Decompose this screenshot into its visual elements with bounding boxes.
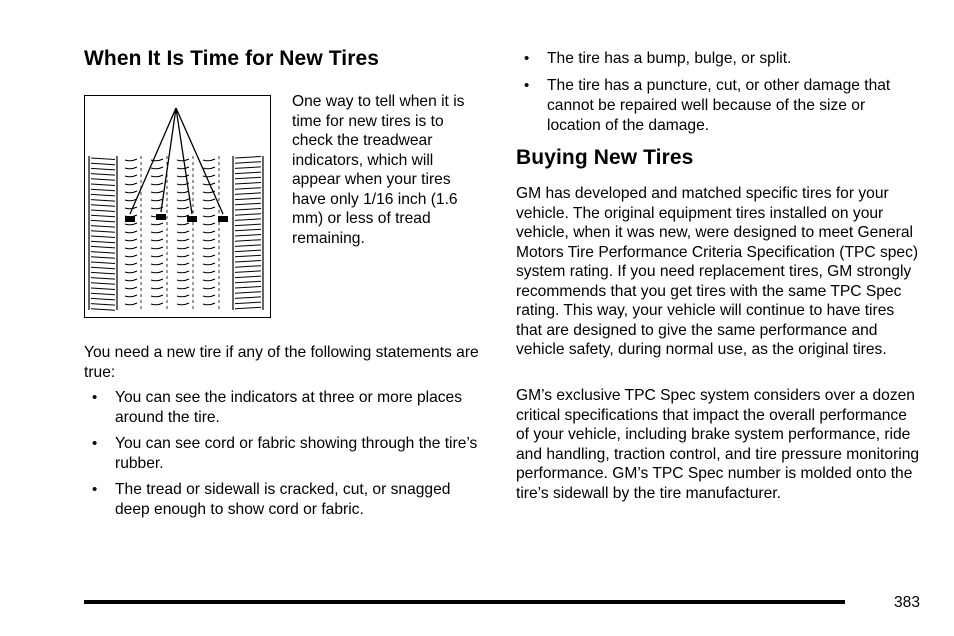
tread-sipe [151,231,163,233]
tread-rib [235,250,261,252]
tread-sipe [203,255,215,257]
tread-sipe [177,271,189,273]
tread-rib [91,184,115,186]
tread-sipe [177,223,189,225]
tread-sipe [125,175,137,177]
tread-rib [235,245,261,247]
figure-caption: One way to tell when it is time for new tires is to check the treadwear indicators, which will appear when your tires have only 1/16 inch (1.6 mm) or less of tread remaining. [292,93,465,247]
tread-rib [91,267,115,269]
tread-sipe [203,199,215,201]
section-heading-buying-tires: Buying New Tires [516,146,694,169]
page-number: 383 [893,594,920,611]
tread-sipe [151,167,163,169]
tread-rib [235,167,261,169]
tread-sipe [203,247,215,249]
tread-rib [91,231,115,233]
tread-sipe [177,231,189,233]
tire-tread-drawing [85,96,269,316]
tread-rib [235,177,261,179]
list-item: • You can see the indicators at three or more places around the tire. [84,388,484,428]
tread-rib [91,288,115,290]
tread-sipe [125,207,137,209]
tread-sipe [203,207,215,209]
new-tire-intro: You need a new tire if any of the following statements are true: [84,344,479,381]
tread-rib [235,214,261,216]
tread-rib [91,163,115,165]
tread-sipe [177,159,189,161]
tread-sipe [151,263,163,265]
tread-rib [235,261,261,263]
tread-sipe [177,239,189,241]
tread-sipe [125,271,137,273]
tread-sipe [151,303,163,305]
tread-rib [235,229,261,231]
tread-sipe [203,215,215,217]
tread-rib [235,183,261,185]
tread-rib [235,203,261,205]
tread-sipe [177,199,189,201]
tread-sipe [125,255,137,257]
tread-sipe [177,279,189,281]
tread-rib [91,189,115,191]
tread-rib [91,298,115,300]
tread-sipe [125,191,137,193]
tread-sipe [203,175,215,177]
tread-rib [91,194,115,196]
tread-sipe [125,239,137,241]
tread-rib [91,179,115,181]
tread-rib [235,302,261,304]
tread-rib [235,188,261,190]
tread-sipe [203,167,215,169]
tread-sipe [203,303,215,305]
tread-rib [235,276,261,278]
tread-rib [235,281,261,283]
tread-rib [91,158,115,160]
tread-sipe [125,167,137,169]
tread-rib [235,193,261,195]
tread-rib [91,252,115,254]
tread-rib [235,266,261,268]
buying-tires-paragraph: GM has developed and matched specific tires for your vehicle. The original equipment tires installed on your vehicle, when it was new, were designed to meet General Motors Tire Performance Criteria Specification (TPC spec) system rating. If you need replacement tires, GM strongly recommends that you get tires with the same TPC Spec rating. This way, your vehicle will continue to have tires that are designed to give the same performance and vehicle safety, during normal use, as the original tires. [516,185,919,358]
tread-sipe [125,183,137,185]
tread-rib [235,224,261,226]
tread-rib [91,220,115,222]
tread-sipe [125,287,137,289]
tread-sipe [203,295,215,297]
tread-rib [91,309,115,311]
tread-rib [235,172,261,174]
tread-sipe [177,287,189,289]
tread-rib [91,200,115,202]
tread-rib [235,219,261,221]
tread-sipe [151,183,163,185]
indicator-arrow [176,108,192,214]
tread-rib [91,205,115,207]
tread-rib [235,240,261,242]
indicator-arrow [130,108,176,214]
tread-rib [235,287,261,289]
tread-sipe [151,223,163,225]
tread-sipe [151,287,163,289]
tread-rib [91,226,115,228]
tread-rib [91,293,115,295]
wear-indicator-bar [156,214,166,220]
tread-rib [235,209,261,211]
tread-rib [91,278,115,280]
treadwear-indicator-illustration [84,95,271,318]
tread-sipe [125,231,137,233]
tread-sipe [125,159,137,161]
tread-sipe [203,287,215,289]
tread-sipe [125,303,137,305]
tread-sipe [151,279,163,281]
list-item: • The tread or sidewall is cracked, cut, or snagged deep enough to show cord or fabric. [84,480,484,520]
tread-sipe [177,255,189,257]
tread-sipe [203,279,215,281]
tread-sipe [203,239,215,241]
tread-rib [91,210,115,212]
tread-sipe [151,191,163,193]
tread-sipe [151,247,163,249]
tread-sipe [151,255,163,257]
wear-indicator-bar [187,216,197,222]
wear-indicator-bar [125,216,135,222]
tread-rib [235,198,261,200]
tread-rib [91,257,115,259]
tread-sipe [177,303,189,305]
tread-rib [235,162,261,164]
tread-sipe [151,175,163,177]
tread-rib [235,271,261,273]
tread-sipe [177,207,189,209]
tread-sipe [177,295,189,297]
tread-sipe [203,223,215,225]
tread-rib [91,174,115,176]
tread-sipe [151,271,163,273]
indicator-arrow [161,108,176,212]
tread-sipe [151,295,163,297]
tread-sipe [151,239,163,241]
tread-rib [91,246,115,248]
tpc-spec-paragraph: GM’s exclusive TPC Spec system considers over a dozen critical specifications that impact the overall performance of your vehicle, including brake system performance, ride and handling, traction control, and tire pressure monitoring performance. GM’s TPC Spec number is molded onto the tire’s sidewall by the tire manufacturer. [516,387,920,502]
tread-sipe [203,231,215,233]
tread-sipe [125,247,137,249]
tread-rib [91,283,115,285]
tread-sipe [177,167,189,169]
tread-sipe [177,191,189,193]
tread-sipe [203,271,215,273]
footer-rule [84,600,845,604]
tread-sipe [125,295,137,297]
tread-sipe [125,279,137,281]
list-item: • You can see cord or fabric showing through the tire’s rubber. [84,434,484,474]
section-heading-new-tires: When It Is Time for New Tires [84,47,380,70]
tread-rib [91,241,115,243]
tread-rib [91,272,115,274]
tread-sipe [177,175,189,177]
wear-indicator-bar [218,216,228,222]
tread-sipe [125,263,137,265]
tread-sipe [177,247,189,249]
tread-rib [235,157,261,159]
tread-rib [91,262,115,264]
new-tire-conditions-list [84,388,484,520]
tread-rib [91,236,115,238]
tread-sipe [203,263,215,265]
tread-rib [235,307,261,309]
tread-rib [235,235,261,237]
tread-sipe [151,199,163,201]
tread-rib [91,168,115,170]
tread-sipe [177,263,189,265]
list-item: • The tire has a bump, bulge, or split. [516,49,921,69]
tread-sipe [203,159,215,161]
tire-damage-list [516,49,921,136]
tread-rib [91,215,115,217]
list-item: • The tire has a puncture, cut, or other damage that cannot be repaired well because of the size or location of the damage. [516,76,921,136]
tread-rib [91,304,115,306]
tread-rib [235,255,261,256]
tread-sipe [125,223,137,225]
tread-rib [235,292,261,294]
tread-rib [235,297,261,299]
